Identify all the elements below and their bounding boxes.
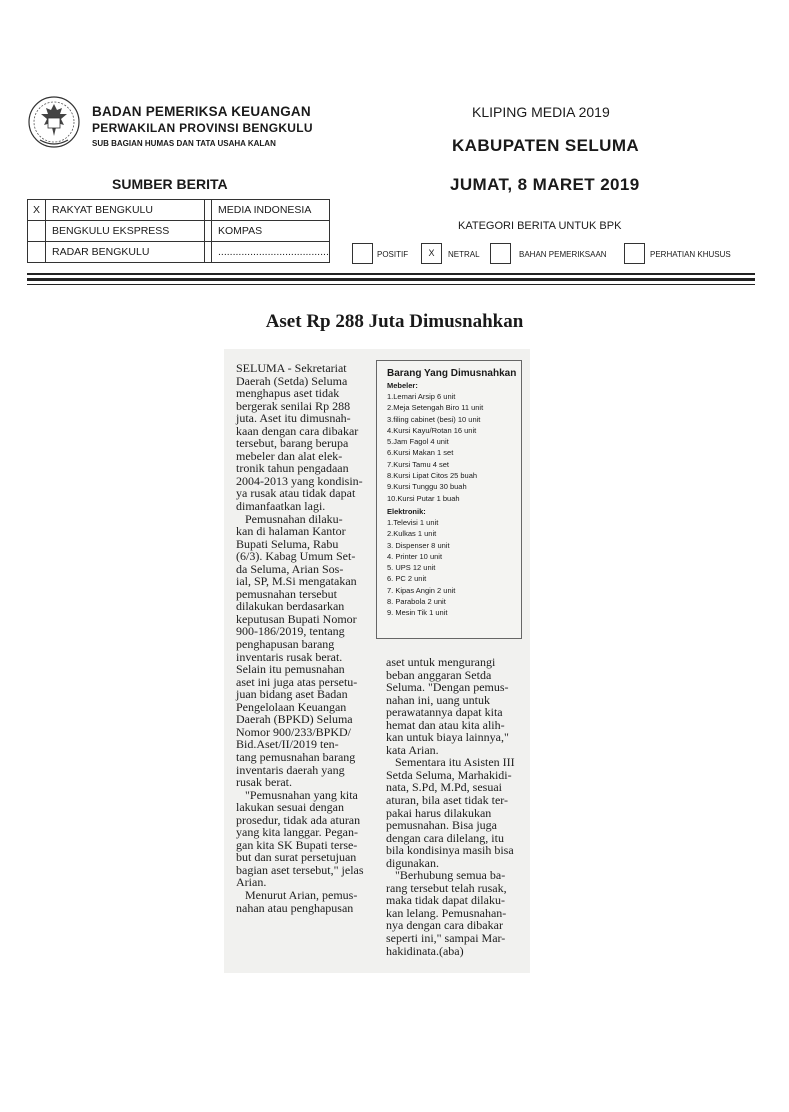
article-line: yang kita langgar. Pegan- [236,825,358,840]
divider [27,284,755,285]
source-right: MEDIA INDONESIA [212,200,330,221]
article-line: keputusan Bupati Nomor [236,611,357,626]
article-line: nahan atau penghapusan [236,900,354,915]
list-item: 6.Kursi Makan 1 set [387,448,454,458]
article-line: dengan cara dilelang, itu [386,830,504,845]
source-right: ...................................... [212,242,330,263]
article-line: bila kondisinya masih bisa [386,843,514,858]
article-column-2 [386,656,524,957]
article-line: ial, SP, M.Si mengatakan [236,574,357,589]
list-item: 2.Kulkas 1 unit [387,529,437,539]
article-line: Menurut Arian, pemus- [236,887,358,902]
article-line: aset untuk mengurangi [386,655,496,669]
article-line: rusak berat. [236,775,292,790]
article-headline: Aset Rp 288 Juta Dimusnahkan [265,311,524,332]
article-line: aset ini juga atas persetu- [236,674,358,689]
source-left: RAKYAT BENGKULU [46,200,205,221]
table-row [28,242,330,263]
source-mark: X [28,200,46,221]
category-checkbox-bahan [490,243,511,264]
article-line: lakukan sesuai dengan [236,800,344,815]
list-item: 9.Kursi Tunggu 30 buah [387,482,467,492]
article-line: 900-186/2019, tentang [236,624,345,639]
category-label-netral: NETRAL [448,250,480,259]
article-line: tronik tahun pengadaan [236,461,349,476]
article-line: dimanfaatkan lagi. [236,499,326,514]
list-item: 10.Kursi Putar 1 buah [387,493,460,503]
list-item: 1.Televisi 1 unit [387,518,439,527]
article-line: "Berhubung semua ba- [386,868,506,883]
list-item: 4.Kursi Kayu/Rotan 16 unit [387,425,477,435]
article-line: ya rusak atau tidak dapat [236,486,356,501]
article-line: penghapusan barang [236,637,335,652]
article-line: hemat dan atau kita alih- [386,717,505,732]
source-spacer [205,221,212,242]
article-line: Bupati Seluma, Rabu [236,536,339,551]
article-line: beban anggaran Setda [386,667,492,682]
article-line: bergerak senilai Rp 288 [236,398,351,413]
org-name: BADAN PEMERIKSA KEUANGAN [92,104,311,119]
source-spacer [205,200,212,221]
article-line: digunakan. [386,855,439,870]
article-line: inventaris rusak berat. [236,649,343,664]
article-line: tersebut, barang berupa [236,436,349,451]
article-line: aturan, bila aset tidak ter- [386,793,509,808]
sources-title: SUMBER BERITA [112,176,228,192]
article-line: prosedur, tidak ada aturan [236,812,361,827]
article-column-1 [236,362,372,914]
source-mark [28,221,46,242]
list-item: 1.Lemari Arsip 6 unit [387,392,456,401]
article-line: kan lelang. Pemusnahan- [386,905,507,920]
article-line: but dan surat persetujuan [236,850,357,865]
article-line: Arian. [236,875,267,890]
date-title: JUMAT, 8 MARET 2019 [450,175,640,194]
article-line: kan di halaman Kantor [236,524,346,539]
article-line: pemusnahan tersebut [236,586,337,601]
table-row [28,200,330,221]
source-right: KOMPAS [212,221,330,242]
org-sub: SUB BAGIAN HUMAS DAN TATA USAHA KALAN [92,139,276,148]
article-line: Sementara itu Asisten III [386,755,515,770]
article-line: seperti ini," sampai Mar- [386,931,506,946]
article-line: Daerah (Setda) Seluma [236,373,348,388]
article-line: Daerah (BPKD) Seluma [236,712,353,727]
article-line: (6/3). Kabag Umum Set- [236,549,356,564]
article-line: Seluma. "Dengan pemus- [386,680,509,695]
article-line: kaan dengan cara dibakar [236,423,359,438]
article-line: juta. Aset itu dimusnah- [236,411,351,426]
source-left: RADAR BENGKULU [46,242,205,263]
list-item: 8. Parabola 2 unit [387,597,446,607]
category-title: KATEGORI BERITA UNTUK BPK [458,220,622,232]
category-label-perhatian: PERHATIAN KHUSUS [650,250,731,259]
category-checkbox-positif [352,243,373,264]
article-line: pemusnahan. Bisa juga [386,818,497,833]
category-checkbox-netral: X [421,243,442,264]
list-item: 7.Kursi Tamu 4 set [387,459,449,469]
article-line: maka tidak dapat dilaku- [386,893,505,908]
source-left: BENGKULU EKSPRESS [46,221,205,242]
org-branch: PERWAKILAN PROVINSI BENGKULU [92,121,313,135]
region-title: KABUPATEN SELUMA [452,136,640,155]
category-checkbox-perhatian [624,243,645,264]
list-item: 5.Jam Fagol 4 unit [387,437,449,447]
article-line: kata Arian. [386,742,439,757]
article-line: tang pemusnahan barang [236,749,356,764]
kliping-title: KLIPING MEDIA 2019 [472,104,610,120]
article-line: juan bidang aset Badan [236,687,348,702]
article-line: "Pemusnahan yang kita [236,787,358,802]
category-label-bahan: BAHAN PEMERIKSAAN [519,250,607,259]
mebeler-list [387,391,483,504]
divider [27,273,755,275]
article-line: inventaris daerah yang [236,762,345,777]
article-line: hakidinata.(aba) [386,943,464,958]
article-line: nata, S.Pd, M.Pd, sesuai [386,780,503,795]
article-line: gan kita SK Bupati terse- [236,837,358,852]
article-line: Pengelolaan Keuangan [236,699,347,714]
article-line: Bid.Aset/II/2019 ten- [236,737,339,752]
divider [27,278,755,281]
article-line: 2004-2013 yang kondisin- [236,473,363,488]
mebeler-label: Mebeler: [387,381,418,390]
article-line: mebeler dan alat elek- [236,448,343,463]
article-line: dilakukan berdasarkan [236,599,345,614]
table-row [28,221,330,242]
article-line: Pemusnahan dilaku- [236,511,343,526]
article-line: nya dengan cara dibakar [386,918,503,933]
list-item: 3.filing cabinet (besi) 10 unit [387,414,481,424]
article-line: Selain itu pemusnahan [236,662,345,677]
bpk-emblem-icon [26,92,82,154]
article-line: nahan ini, uang untuk [386,692,490,707]
article-line: pakai harus dilakukan [386,805,492,820]
items-box [376,360,522,639]
article-line: SELUMA - Sekretariat [236,361,347,375]
source-mark [28,242,46,263]
elektronik-label: Elektronik: [387,507,426,516]
article-line: bagian aset tersebut," jelas [236,862,364,877]
article-line: rang tersebut telah rusak, [386,880,507,895]
elektronik-list [387,517,455,619]
article-line: kan untuk biaya lainnya," [386,730,509,745]
article-line: da Seluma, Arian Sos- [236,561,344,576]
list-item: 7. Kipas Angin 2 unit [387,585,456,595]
list-item: 6. PC 2 unit [387,574,427,584]
list-item: 5. UPS 12 unit [387,563,436,573]
article-line: Setda Seluma, Marhakidi- [386,767,512,782]
items-box-title: Barang Yang Dimusnahkan [387,368,517,379]
list-item: 9. Mesin Tik 1 unit [387,608,448,618]
category-label-positif: POSITIF [377,250,409,259]
list-item: 4. Printer 10 unit [387,551,443,561]
article-line: Nomor 900/233/BPKD/ [236,724,352,739]
article-line: perawatannya dapat kita [386,705,503,720]
article-line: menghapus aset tidak [236,386,340,401]
list-item: 8.Kursi Lipat Citos 25 buah [387,471,478,481]
source-spacer [205,242,212,263]
sources-table [27,199,330,263]
list-item: 3. Dispenser 8 unit [387,540,450,550]
list-item: 2.Meja Setengah Biro 11 unit [387,403,484,413]
